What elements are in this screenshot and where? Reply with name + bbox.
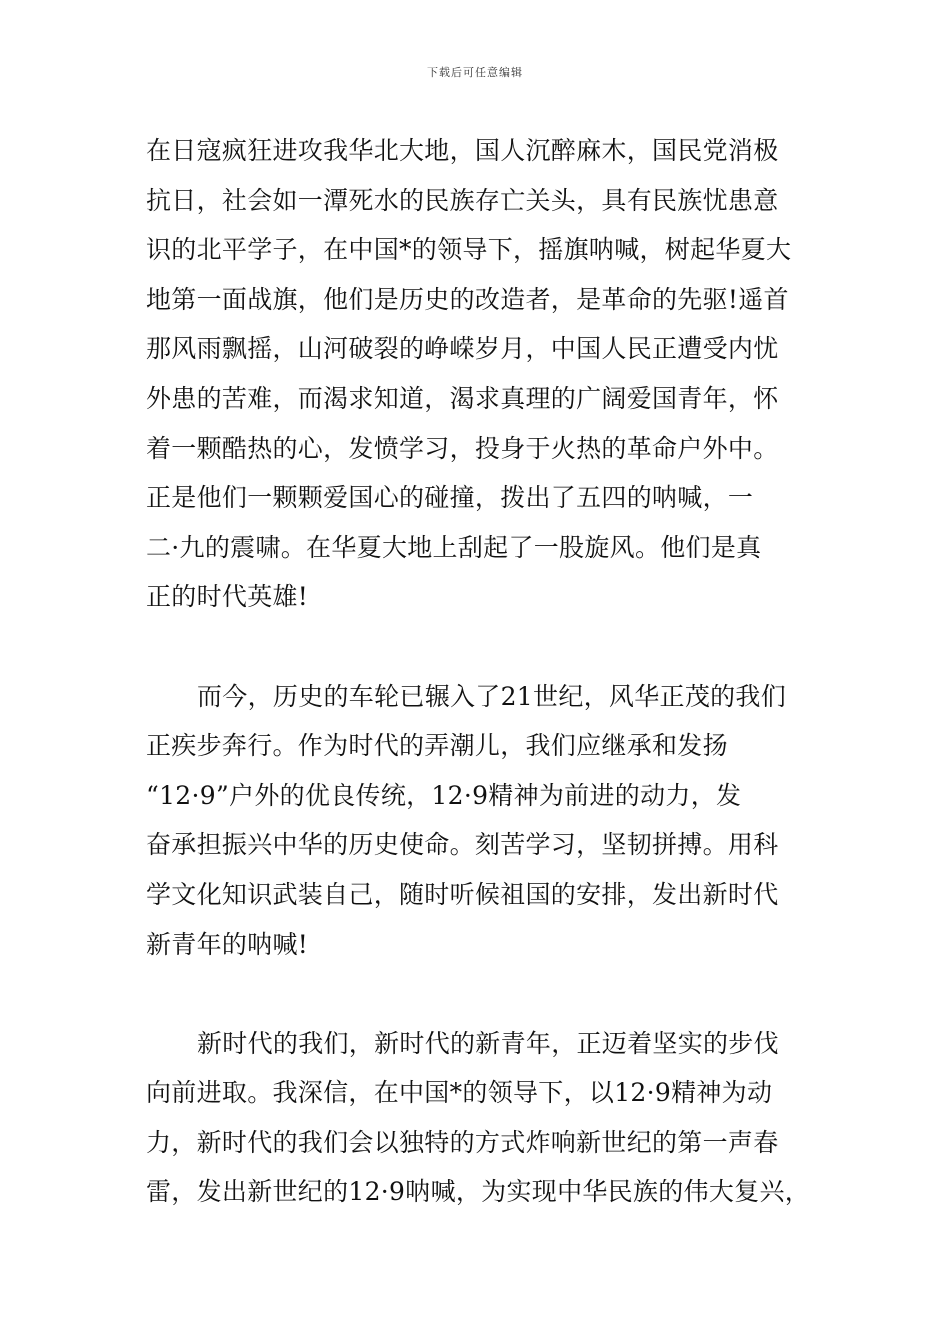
paragraph-3 <box>146 1019 826 1217</box>
text-line: 正疾步奔行。作为时代的弄潮儿，我们应继承和发扬 <box>146 731 728 761</box>
text-line: 外患的苦难，而渴求知道，渴求真理的广阔爱国青年，怀 <box>146 383 779 413</box>
paragraph-2 <box>146 672 826 970</box>
text-line: 奋承担振兴中华的历史使命。刻苦学习，坚韧拼搏。用科 <box>146 830 779 860</box>
paragraph-gap <box>146 969 826 1019</box>
text-line: 力，新时代的我们会以独特的方式炸响新世纪的第一声春 <box>146 1127 779 1157</box>
text-line: 那风雨飘摇，山河破裂的峥嵘岁月，中国人民正遭受内忧 <box>146 334 779 364</box>
text-line: 而今，历史的车轮已辗入了21世纪，风华正茂的我们 <box>197 681 787 711</box>
text-line: 在日寇疯狂进攻我华北大地，国人沉醉麻木，国民党消极 <box>146 136 779 165</box>
text-line: 新时代的我们，新时代的新青年，正迈着坚实的步伐 <box>197 1028 779 1058</box>
text-line: 雷，发出新世纪的12·9呐喊，为实现中华民族的伟大复兴， <box>146 1177 811 1207</box>
text-line: “12·9”户外的优良传统，12·9精神为前进的动力，发 <box>146 780 742 810</box>
text-line: 着一颗酷热的心，发愤学习，投身于火热的革命户外中。 <box>146 433 779 463</box>
text-line: 学文化知识武装自己，随时听候祖国的安排，发出新时代 <box>146 879 779 909</box>
text-line: 抗日，社会如一潭死水的民族存亡关头，具有民族忧患意 <box>146 185 779 215</box>
text-line: 向前进取。我深信，在中国*的领导下，以12·9精神为动 <box>146 1078 773 1108</box>
text-line: 新青年的呐喊! <box>146 929 309 959</box>
text-line: 正的时代英雄! <box>146 582 309 612</box>
text-line: 识的北平学子，在中国*的领导下，摇旗呐喊，树起华夏大 <box>146 235 792 265</box>
paragraph-gap <box>146 622 826 672</box>
page-header-note: 下载后可任意编辑 <box>427 66 523 79</box>
text-line: 二·九的震啸。在华夏大地上刮起了一股旋风。他们是真 <box>146 532 762 562</box>
text-line: 正是他们一颗颗爱国心的碰撞，拨出了五四的呐喊，一 <box>146 483 754 513</box>
document-body <box>146 126 826 1217</box>
text-line: 地第一面战旗，他们是历史的改造者，是革命的先驱!遥首 <box>146 284 789 314</box>
paragraph-1 <box>146 126 826 622</box>
